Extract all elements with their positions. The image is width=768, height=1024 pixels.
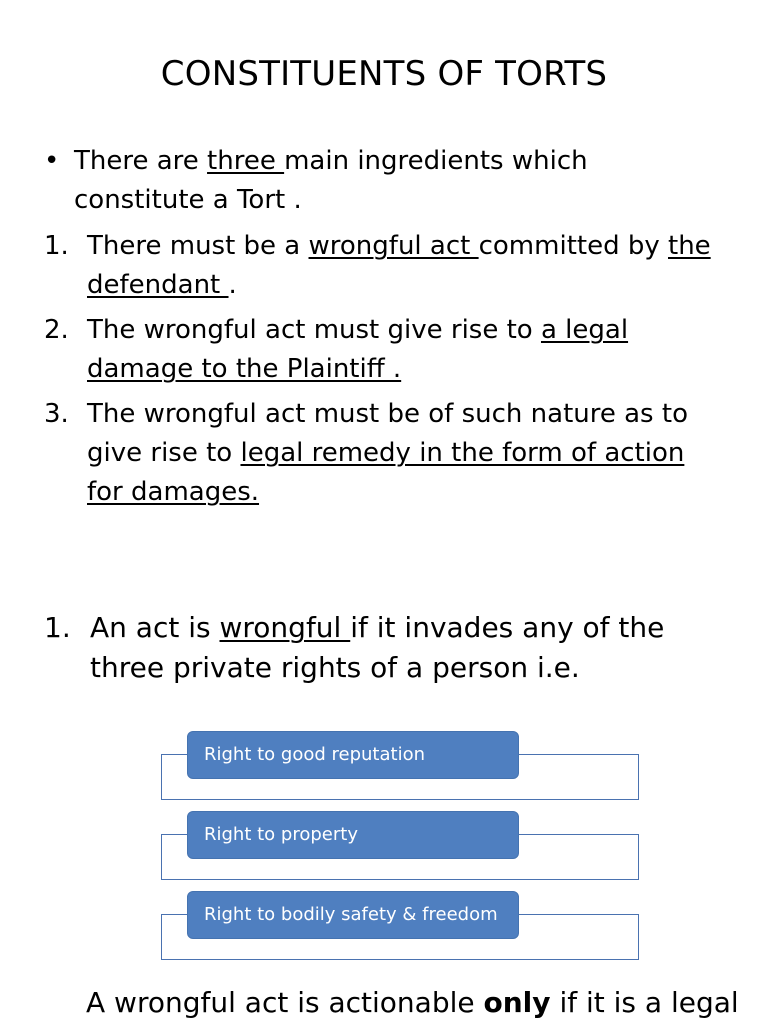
intro-line-1: There are three main ingredients which (74, 146, 588, 176)
emphasis: only (483, 986, 551, 1019)
item-text: An act is wrongful if it invades any of the three private rights of a person i.e. (90, 611, 665, 684)
intro-line-2: constitute a Tort . (74, 185, 302, 215)
right-item-label: Right to property (187, 811, 519, 859)
item-number: 1. (44, 231, 69, 261)
item-number: 3. (44, 399, 69, 429)
intro-text (74, 142, 588, 220)
item-text: The wrongful act must be of such nature as to give rise to legal remedy in the form of action for damages. (87, 399, 688, 507)
bottom-statement: A wrongful act is actionable only if it is a legal (86, 986, 739, 1019)
page-title: CONSTITUENTS OF TORTS (160, 54, 608, 94)
right-item-label: Right to bodily safety & freedom (187, 891, 519, 939)
bullet-marker: • (44, 146, 60, 176)
right-item-label: Right to good reputation (187, 731, 519, 779)
item-text: There must be a wrongful act committed by the defendant . (87, 231, 711, 300)
intro-highlight: three (207, 146, 285, 176)
item-number: 1. (44, 611, 71, 644)
item-number: 2. (44, 315, 69, 345)
item-text: The wrongful act must give rise to a legal damage to the Plaintiff . (87, 315, 629, 384)
